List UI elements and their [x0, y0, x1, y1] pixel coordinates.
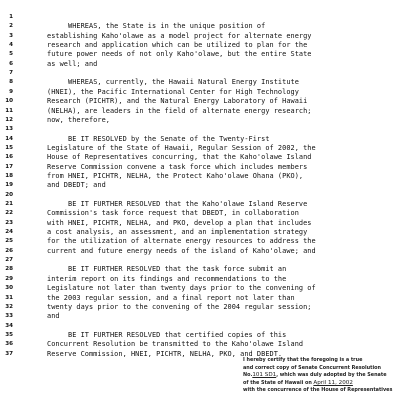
line-number: 36: [5, 341, 13, 348]
certification-line-1: I hereby certify that the foregoing is a true: [243, 357, 363, 363]
certification-line-5: with the concurrence of the House of Representatives: [243, 387, 393, 394]
line-number: 23: [5, 219, 13, 226]
line-number: 14: [5, 135, 13, 142]
line-text: research and application which can be utilized to plan for the: [47, 41, 308, 50]
adopted-date: April 11, 2002: [313, 379, 353, 386]
line-text: with HNEI, PICHTR, NELHA, and PKO, develop a plan that includes: [47, 218, 312, 227]
line-text: (NELHA), are leaders in the field of alternate energy research;: [47, 106, 312, 115]
line-text: and: [47, 312, 60, 321]
line-number: 3: [9, 32, 13, 39]
line-number: 20: [5, 191, 13, 198]
certification-line-4: [243, 380, 400, 388]
line-text: WHEREAS, currently, the Hawaii Natural Energy Institute: [68, 78, 299, 87]
line-number: 9: [9, 88, 13, 95]
certification-line-4-prefix: of the State of Hawaii on: [243, 379, 312, 386]
line-text: current and future energy needs of the island of Kaho'olawe; and: [47, 246, 316, 255]
line-number: 26: [5, 247, 13, 254]
line-text: BE IT FURTHER RESOLVED that the Kaho'olawe Island Reserve: [68, 200, 308, 208]
line-text: (HNEI), the Pacific International Center for High Technology: [47, 87, 299, 96]
line-number: 32: [5, 303, 13, 310]
line-text: a cost analysis, an assessment, and an implementation strategy: [47, 228, 308, 237]
certification-block: [243, 357, 400, 400]
line-number: 25: [5, 238, 13, 245]
line-number: 27: [5, 257, 13, 264]
line-number: 4: [9, 42, 13, 49]
line-text: now, therefore,: [47, 115, 110, 124]
line-number: 34: [5, 322, 13, 329]
certification-line-3: [243, 372, 400, 380]
line-number: 21: [5, 201, 13, 207]
line-number: 33: [5, 313, 13, 320]
line-text: twenty days prior to the convening of the 2004 regular session;: [47, 302, 312, 311]
line-number: 7: [9, 70, 13, 77]
certification-line-3-suffix: , which was duly adopted by the Senate: [276, 372, 387, 379]
line-text: BE IT FURTHER RESOLVED that the task force submit an: [68, 265, 287, 274]
line-text: Legislature of the State of Hawaii, Regular Session of 2002, the: [47, 143, 316, 152]
line-text: House of Representatives concurring, that the Kaho'olawe Island: [47, 153, 312, 162]
line-text: interim report on its findings and recommendations to the: [47, 274, 287, 283]
line-text: the 2003 regular session, and a final report not later than: [47, 293, 295, 302]
line-text: BE IT FURTHER RESOLVED that certified copies of this: [68, 330, 287, 339]
line-number: 28: [5, 266, 13, 273]
line-text: Research (PICHTR), and the Natural Energy Laboratory of Hawaii: [47, 97, 308, 106]
line-number: 18: [5, 172, 13, 179]
line-text: future power needs of not only Kaho'olawe, but the entire State: [47, 50, 312, 59]
line-number: 11: [5, 107, 13, 114]
line-number: 30: [5, 285, 13, 292]
line-text: Commission's task force request that DBEDT, in collaboration: [47, 209, 299, 218]
line-number: 31: [5, 294, 13, 301]
line-text: and DBEDT; and: [47, 181, 106, 190]
line-number: 12: [5, 116, 13, 123]
line-number: 1: [9, 14, 13, 20]
line-number: 2: [9, 23, 13, 30]
line-text: BE IT RESOLVED by the Senate of the Twenty-First: [68, 134, 270, 143]
line-number: 10: [5, 98, 13, 105]
line-text: for the utilization of alternate energy resources to address the: [47, 237, 316, 246]
line-number: 17: [5, 163, 13, 170]
line-number: 24: [5, 229, 13, 236]
line-text: Legislature not later than twenty days prior to the convening of: [47, 284, 316, 293]
certification-line-2: and correct copy of Senate Concurrent Resolution: [243, 364, 381, 371]
line-text: establishing Kaho'olawe as a model project for alternate energy: [47, 31, 312, 40]
resolution-number: 101 SD1: [252, 372, 277, 379]
line-text: WHEREAS, the State is in the unique position of: [68, 22, 266, 31]
line-text: from HNEI, PICHTR, NELHA, the Protect Kaho'olawe Ohana (PKO),: [47, 171, 304, 180]
line-number: 29: [5, 275, 13, 282]
line-number: 19: [5, 182, 13, 189]
line-number: 5: [9, 51, 13, 58]
line-number: 22: [5, 210, 13, 217]
line-number: 8: [9, 79, 13, 86]
line-number: 6: [9, 60, 13, 67]
line-number: 35: [5, 331, 13, 338]
line-number: 13: [5, 126, 13, 133]
line-number: 16: [5, 154, 13, 161]
line-text: Reserve Commission, HNEI, PICHTR, NELHA, PKO, and DBEDT.: [47, 349, 283, 358]
line-number: 37: [5, 350, 13, 357]
line-number: 15: [5, 144, 13, 151]
line-text: as well; and: [47, 59, 98, 68]
line-text: Concurrent Resolution be transmitted to the Kaho'olawe Island: [47, 340, 304, 349]
line-text: Reserve Commission convene a task force which includes members: [47, 162, 308, 171]
certification-no-prefix: No.: [243, 372, 253, 379]
